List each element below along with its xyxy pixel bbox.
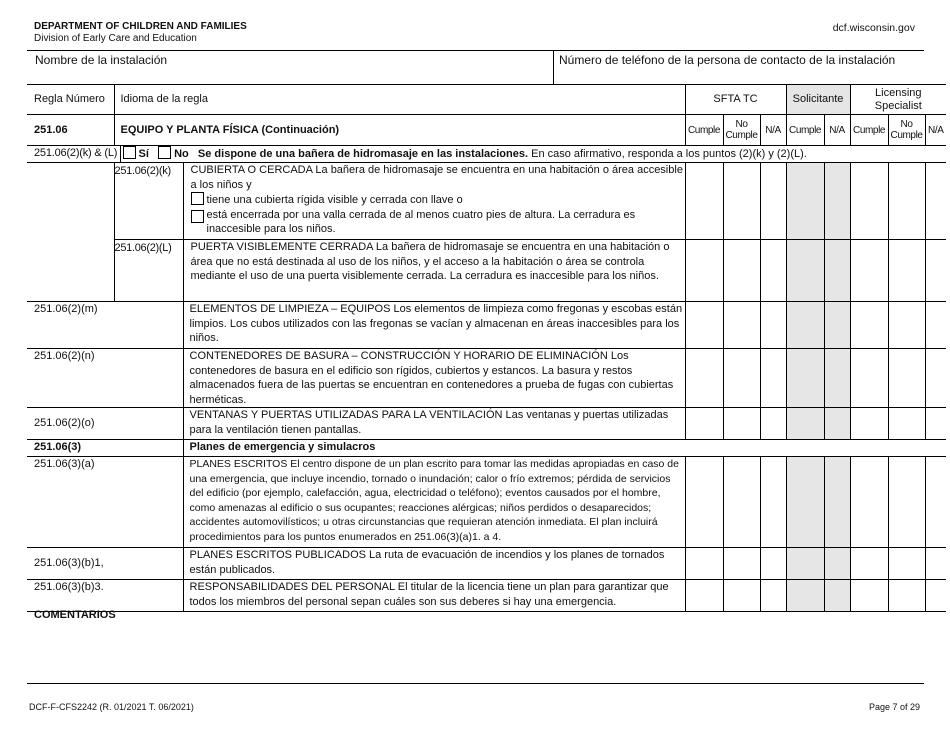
sfta-not-meets-cell[interactable] [723, 240, 760, 302]
licensing-not-meets-cell[interactable] [888, 548, 925, 580]
sfta-not-meets-cell[interactable] [723, 408, 760, 440]
licensing-not-meets-header: No Cumple [888, 115, 925, 146]
sfta-meets-cell[interactable] [685, 349, 723, 408]
section-row [27, 440, 946, 457]
rule-number-blank [27, 163, 114, 240]
licensing-not-meets-cell[interactable] [888, 302, 925, 349]
rule-text: RESPONSABILIDADES DEL PERSONAL El titular de la licencia tiene un plan para garantizar que todos los miembros del personal sepan cuáles son sus deberes si hay una emergencia. [183, 580, 685, 612]
rule-text: ELEMENTOS DE LIMPIEZA – EQUIPOS Los elementos de limpieza como fregonas y escobas están limpios. Los cubos utilizados con las fregonas se vacían y almacenan en áreas inaccesibles para los niños. [183, 302, 685, 349]
licensing-meets-cell[interactable] [850, 163, 888, 240]
licensing-na-cell[interactable] [925, 408, 946, 440]
sfta-not-meets-cell[interactable] [723, 548, 760, 580]
licensing-not-meets-cell[interactable] [888, 240, 925, 302]
contact-phone-field[interactable]: Número de teléfono de la persona de contacto de la instalación [559, 53, 896, 67]
rule-text: CONTENEDORES DE BASURA – CONSTRUCCIÓN Y HORARIO DE ELIMINACIÓN Los contenedores de basura en el edificio son rígidos, cubiertos y estancos. La basura y restos almacenados fuera de las puertas se encuentran en contenedores a prueba de fugas con cubiertas herméticas. [183, 349, 685, 408]
sfta-not-meets-cell[interactable] [723, 457, 760, 548]
rule-text: PLANES ESCRITOS El centro dispone de un plan escrito para tomar las medidas apropiadas en caso de una emergencia, que incluye incendio, tornado o inundación; calor o frío extremos; pérdida de servicios del edificio (por ejemplo, calefacción, agua, electricidad o teléfono); eventos causados por el hombre, como amenazas al edificio o sus ocupantes; reacciones alérgicas; niños perdidos o desaparecidos; accidentes automovilísticos; u otras circunstancias que requieran atención inmediata. El plan incluirá procedimientos para los puntos enumerados en 251.06(3)(a)1. a 4. [183, 457, 685, 548]
sfta-not-meets-cell[interactable] [723, 302, 760, 349]
applicant-na-cell[interactable] [824, 408, 850, 440]
licensing-meets-cell[interactable] [850, 548, 888, 580]
section-number: 251.06 [27, 115, 114, 146]
rule-number: 251.06(3)(a) [27, 457, 183, 548]
applicant-na-cell[interactable] [824, 240, 850, 302]
rule-number-blank [27, 240, 114, 302]
licensing-na-cell[interactable] [925, 349, 946, 408]
applicant-na-cell[interactable] [824, 457, 850, 548]
sfta-na-cell[interactable] [760, 302, 786, 349]
licensing-meets-header: Cumple [850, 115, 888, 146]
rule-number-header: Regla Número [27, 85, 114, 115]
rule-row [27, 302, 946, 349]
section-number: 251.06(3) [27, 440, 183, 457]
sfta-meets-cell[interactable] [685, 163, 723, 240]
sfta-na-header: N/A [760, 115, 786, 146]
sfta-na-cell[interactable] [760, 457, 786, 548]
jacuzzi-question [120, 146, 946, 163]
rule-text [183, 163, 685, 240]
rule-number: 251.06(2)(L) [114, 240, 183, 302]
licensing-na-cell[interactable] [925, 580, 946, 612]
applicant-na-cell[interactable] [824, 548, 850, 580]
department-name: DEPARTMENT OF CHILDREN AND FAMILIES [34, 21, 247, 32]
rule-language-header: Idioma de la regla [114, 85, 685, 115]
comments-label: COMENTARIOS [34, 609, 116, 621]
sfta-na-cell[interactable] [760, 163, 786, 240]
website-link[interactable]: dcf.wisconsin.gov [832, 22, 915, 34]
section-row [27, 115, 946, 146]
sfta-na-cell[interactable] [760, 408, 786, 440]
yes-label: Sí [138, 148, 149, 160]
rule-number: 251.06(2)(n) [27, 349, 183, 408]
applicant-header: Solicitante [786, 85, 850, 115]
licensing-na-cell[interactable] [925, 240, 946, 302]
sfta-meets-header: Cumple [685, 115, 723, 146]
applicant-meets-cell[interactable] [786, 302, 824, 349]
licensing-not-meets-cell[interactable] [888, 349, 925, 408]
rule-text: PLANES ESCRITOS PUBLICADOS La ruta de evacuación de incendios y los planes de tornados están publicados. [183, 548, 685, 580]
sfta-not-meets-cell[interactable] [723, 580, 760, 612]
sfta-meets-cell[interactable] [685, 408, 723, 440]
applicant-na-header: N/A [824, 115, 850, 146]
option-cover-label: tiene una cubierta rígida visible y cerrada con llave o [206, 194, 463, 206]
applicant-meets-cell[interactable] [786, 457, 824, 548]
applicant-na-cell[interactable] [824, 302, 850, 349]
licensing-not-meets-cell[interactable] [888, 580, 925, 612]
jacuzzi-question-row [27, 146, 946, 163]
licensing-specialist-header: Licensing Specialist [850, 85, 946, 115]
footer-divider [27, 683, 924, 684]
sfta-not-meets-cell[interactable] [723, 349, 760, 408]
licensing-meets-cell[interactable] [850, 408, 888, 440]
rule-row-k [27, 163, 946, 240]
sfta-not-meets-cell[interactable] [723, 163, 760, 240]
rule-text-intro: CUBIERTA O CERCADA La bañera de hidromasaje se encuentra en una habitación o área accesible a los niños y [190, 164, 683, 191]
licensing-na-header: N/A [925, 115, 946, 146]
licensing-not-meets-cell[interactable] [888, 408, 925, 440]
option-fence-label: está encerrada por una valla cerrada de al menos cuatro pies de altura. La cerradura es inaccesible para los niños. [206, 208, 636, 235]
applicant-meets-cell[interactable] [786, 548, 824, 580]
applicant-meets-cell[interactable] [786, 240, 824, 302]
applicant-meets-cell[interactable] [786, 349, 824, 408]
sfta-meets-cell[interactable] [685, 240, 723, 302]
sfta-meets-cell[interactable] [685, 580, 723, 612]
division-name: Division of Early Care and Education [34, 33, 197, 44]
jacuzzi-instruction: En caso afirmativo, responda a los puntos (2)(k) y (2)(L). [531, 148, 807, 160]
sfta-meets-cell[interactable] [685, 302, 723, 349]
licensing-meets-cell[interactable] [850, 302, 888, 349]
section-title: EQUIPO Y PLANTA FÍSICA (Continuación) [114, 115, 685, 146]
sfta-na-cell[interactable] [760, 240, 786, 302]
licensing-na-cell[interactable] [925, 163, 946, 240]
rule-number: 251.06(2)(m) [27, 302, 183, 349]
licensing-na-cell[interactable] [925, 457, 946, 548]
rule-row-l [27, 240, 946, 302]
yes-checkbox[interactable] [123, 146, 136, 159]
applicant-meets-cell[interactable] [786, 163, 824, 240]
rule-number: 251.06(2)(k) [114, 163, 183, 240]
page-number: Page 7 of 29 [868, 702, 920, 712]
option-fence-checkbox[interactable] [191, 210, 204, 223]
option-cover-checkbox[interactable] [191, 192, 204, 205]
applicant-na-cell[interactable] [824, 163, 850, 240]
sfta-na-cell[interactable] [760, 548, 786, 580]
applicant-meets-cell[interactable] [786, 580, 824, 612]
sfta-meets-cell[interactable] [685, 457, 723, 548]
applicant-na-cell[interactable] [824, 580, 850, 612]
no-label: No [174, 148, 189, 160]
licensing-na-cell[interactable] [925, 548, 946, 580]
form-id: DCF-F-CFS2242 (R. 01/2021 T. 06/2021) [29, 702, 194, 712]
rule-row [27, 457, 946, 548]
column-header-row [27, 85, 946, 115]
checklist-table [27, 84, 946, 612]
rule-number: 251.06(3)(b)1, [27, 548, 183, 580]
sfta-header: SFTA TC [685, 85, 786, 115]
licensing-meets-cell[interactable] [850, 580, 888, 612]
section-title: Planes de emergencia y simulacros [183, 440, 946, 457]
rule-row [27, 349, 946, 408]
rule-text: PUERTA VISIBLEMENTE CERRADA La bañera de hidromasaje se encuentra en una habitación o área que no está destinada al uso de los niños, y el acceso a la habitación o área se controla mediante el uso de una puerta visiblemente cerrada. La cerradura es inaccesible para los niños. [183, 240, 685, 302]
applicant-meets-header: Cumple [786, 115, 824, 146]
rule-number: 251.06(3)(b)3. [27, 580, 183, 612]
applicant-na-cell[interactable] [824, 349, 850, 408]
sfta-na-cell[interactable] [760, 349, 786, 408]
sfta-na-cell[interactable] [760, 580, 786, 612]
rule-row [27, 580, 946, 612]
no-checkbox[interactable] [158, 146, 171, 159]
facility-name-field[interactable]: Nombre de la instalación [35, 53, 168, 67]
jacuzzi-question-text: Se dispone de una bañera de hidromasaje en las instalaciones. [197, 148, 529, 160]
sfta-meets-cell[interactable] [685, 548, 723, 580]
rule-number: 251.06(2)(o) [27, 408, 183, 440]
applicant-meets-cell[interactable] [786, 408, 824, 440]
licensing-not-meets-cell[interactable] [888, 457, 925, 548]
licensing-na-cell[interactable] [925, 302, 946, 349]
sfta-not-meets-header: No Cumple [723, 115, 760, 146]
licensing-meets-cell[interactable] [850, 457, 888, 548]
licensing-meets-cell[interactable] [850, 240, 888, 302]
rule-number: 251.06(2)(k) & (L) [27, 146, 120, 163]
facility-info-box [27, 50, 924, 85]
rule-text: VENTANAS Y PUERTAS UTILIZADAS PARA LA VENTILACIÓN Las ventanas y puertas utilizadas para la ventilación tienen pantallas. [183, 408, 685, 440]
licensing-not-meets-cell[interactable] [888, 163, 925, 240]
rule-row [27, 548, 946, 580]
licensing-meets-cell[interactable] [850, 349, 888, 408]
rule-row [27, 408, 946, 440]
